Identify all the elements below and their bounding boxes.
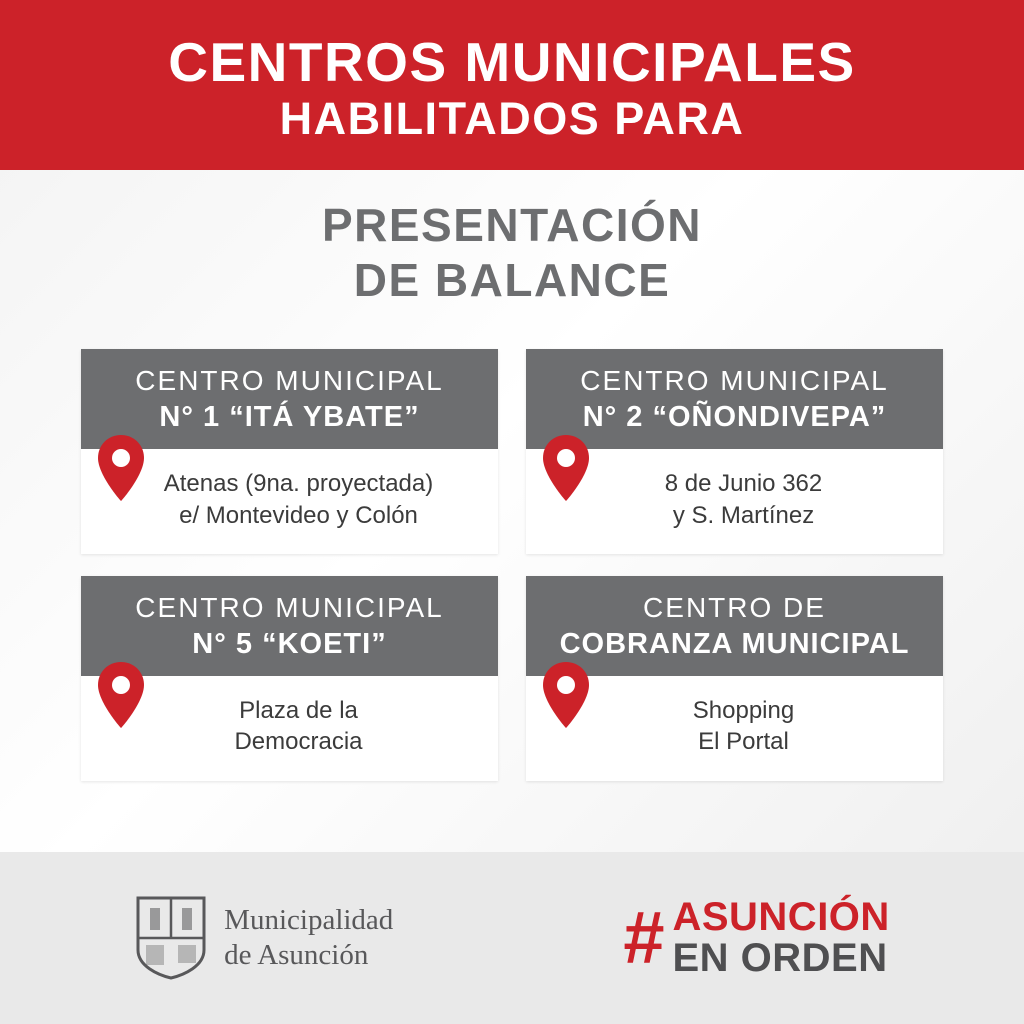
card-title-bottom: COBRANZA MUNICIPAL — [559, 628, 910, 661]
card-body — [526, 676, 943, 781]
card-body — [526, 449, 943, 554]
header-title-line1: CENTROS MUNICIPALES — [168, 31, 856, 93]
hash-word-1: ASUNCIÓN — [672, 895, 890, 940]
address-line-2: El Portal — [698, 728, 789, 756]
card-title-bottom: N° 1 “ITÁ YBATE” — [159, 401, 420, 434]
card-address — [107, 695, 472, 757]
centers-grid — [81, 349, 943, 781]
card-address — [107, 468, 472, 530]
subtitle-line1: PRESENTACIÓN — [321, 199, 703, 252]
card-address — [552, 468, 917, 530]
header-title-line2: HABILITADOS PARA — [279, 93, 745, 145]
center-card — [81, 349, 498, 554]
card-body — [81, 676, 498, 781]
card-title-top: CENTRO MUNICIPAL — [135, 592, 444, 623]
brand-line-2: de Asunción — [224, 939, 369, 971]
subtitle-line2: DE BALANCE — [353, 253, 671, 306]
center-card — [526, 349, 943, 554]
map-pin-icon — [540, 660, 592, 730]
card-body — [81, 449, 498, 554]
card-title-top: CENTRO MUNICIPAL — [580, 365, 889, 397]
address-line-1: Atenas (9na. proyectada) — [163, 470, 434, 498]
address-line-2: Democracia — [234, 728, 363, 756]
hash-symbol: # — [623, 895, 665, 979]
footer — [0, 852, 1024, 1024]
address-line-2: y S. Martínez — [672, 501, 815, 529]
card-title-bottom: N° 2 “OÑONDIVEPA” — [582, 401, 887, 434]
center-card — [81, 576, 498, 781]
map-pin-icon — [95, 433, 147, 503]
card-title-bottom: N° 5 “KOETI” — [192, 628, 387, 661]
coat-of-arms-icon — [134, 895, 208, 981]
address-line-1: 8 de Junio 362 — [664, 470, 823, 498]
hash-word-2: EN ORDEN — [672, 936, 888, 980]
municipality-brand — [134, 895, 393, 981]
subtitle — [0, 170, 1024, 307]
campaign-hashtag — [623, 897, 890, 979]
card-title-top: CENTRO DE — [643, 592, 826, 623]
map-pin-icon — [95, 660, 147, 730]
hash-words — [672, 897, 889, 979]
brand-text — [224, 903, 393, 973]
address-line-1: Shopping — [692, 697, 795, 725]
center-card — [526, 576, 943, 781]
card-address — [552, 695, 917, 757]
address-line-2: e/ Montevideo y Colón — [179, 501, 418, 529]
card-title-top: CENTRO MUNICIPAL — [135, 365, 444, 397]
address-line-1: Plaza de la — [239, 697, 358, 725]
map-pin-icon — [540, 433, 592, 503]
header-banner — [0, 0, 1024, 170]
brand-line-1: Municipalidad — [224, 904, 394, 937]
